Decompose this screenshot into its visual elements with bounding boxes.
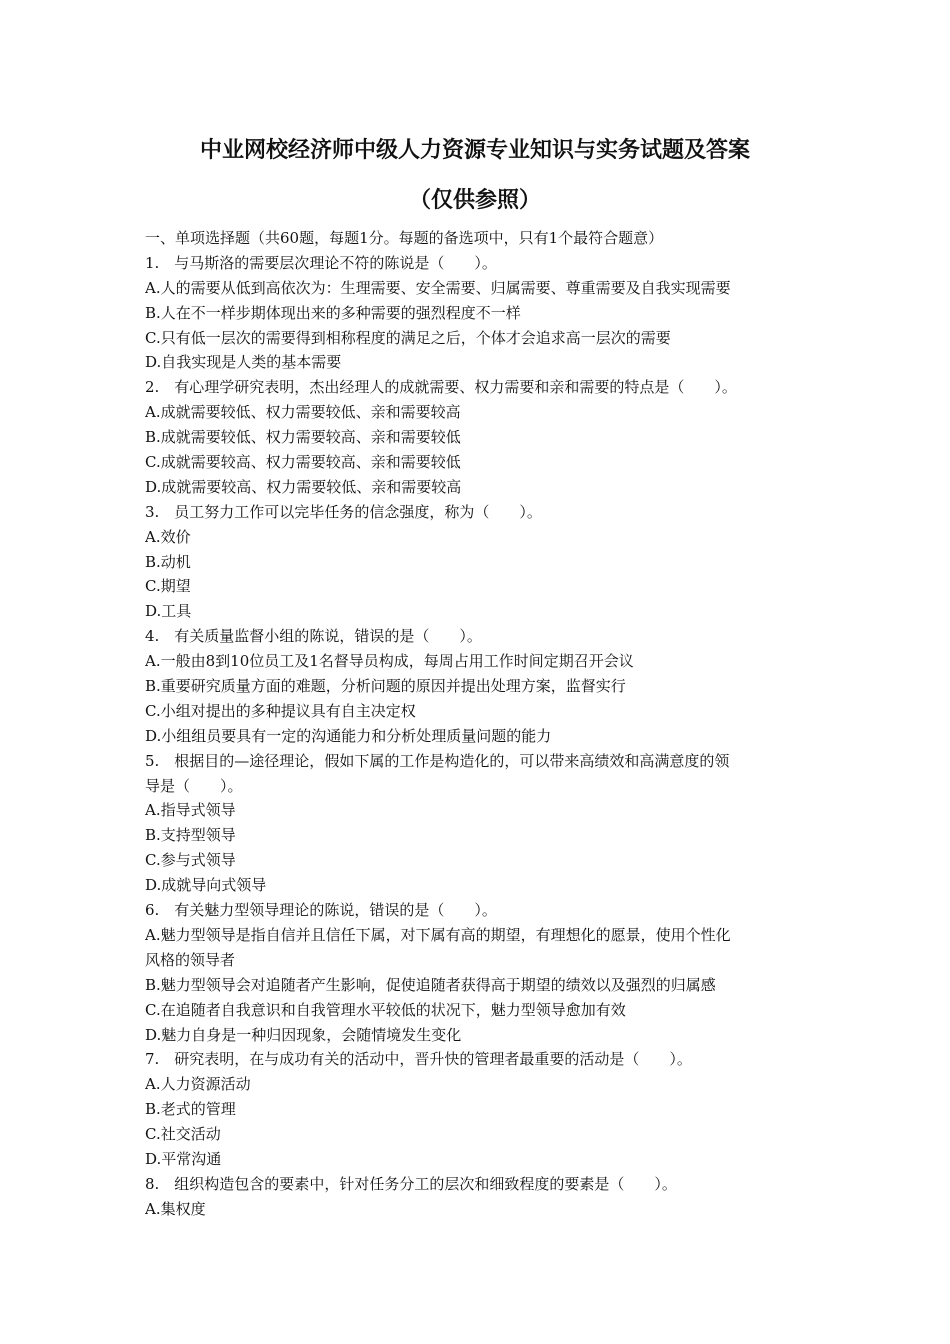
text-line: A.成就需要较低、权力需要较低、亲和需要较高 (145, 403, 461, 422)
text-line: A.一般由8到10位员工及1名督导员构成，每周占用工作时间定期召开会议 (145, 652, 634, 671)
document-body (145, 226, 815, 1222)
text-line: B.人在不一样步期体现出来的多种需要的强烈程度不一样 (145, 303, 521, 322)
text-line: 3. 员工努力工作可以完毕任务的信念强度，称为（ ）。 (145, 502, 542, 521)
text-line: A.指导式领导 (145, 801, 236, 820)
text-line: C.参与式领导 (145, 851, 236, 870)
text-line: C.小组对提出的多种提议具有自主决定权 (145, 701, 416, 720)
text-line: D.工具 (145, 602, 192, 621)
text-line: 8. 组织构造包含的要素中，针对任务分工的层次和细致程度的要素是（ ）。 (145, 1174, 677, 1193)
text-line: D.魅力自身是一种归因现象，会随情境发生变化 (145, 1025, 462, 1044)
text-line: A.人力资源活动 (145, 1075, 251, 1094)
text-line: 6. 有关魅力型领导理论的陈说，错误的是（ ）。 (145, 901, 497, 920)
text-line: D.成就导向式领导 (145, 876, 267, 895)
text-line: C.只有低一层次的需要得到相称程度的满足之后，个体才会追求高一层次的需要 (145, 328, 671, 347)
text-line: 5. 根据目的—途径理论，假如下属的工作是构造化的，可以带来高绩效和高满意度的领 (145, 751, 730, 770)
text-line: C.期望 (145, 577, 191, 596)
text-line: B.动机 (145, 552, 191, 571)
text-line: A.魅力型领导是指自信并且信任下属，对下属有高的期望，有理想化的愿景，使用个性化 (145, 925, 731, 944)
text-line: B.成就需要较低、权力需要较高、亲和需要较低 (145, 428, 461, 447)
text-line: 4. 有关质量监督小组的陈说，错误的是（ ）。 (145, 627, 482, 646)
text-line: 7. 研究表明，在与成功有关的活动中，晋升快的管理者最重要的活动是（ ）。 (145, 1050, 692, 1069)
text-line: A.集权度 (145, 1199, 206, 1218)
text-line: B.支持型领导 (145, 826, 236, 845)
text-line: C.在追随者自我意识和自我管理水平较低的状况下，魅力型领导愈加有效 (145, 1000, 626, 1019)
text-line: A.效价 (145, 527, 191, 546)
text-line: D.自我实现是人类的基本需要 (145, 353, 342, 372)
text-line: 一、单项选择题（共60题，每题1分。每题的备选项中，只有1个最符合题意） (145, 229, 664, 247)
text-line: 导是（ ）。 (145, 776, 243, 795)
document-title: 中业网校经济师中级人力资源专业知识与实务试题及答案 (199, 138, 750, 163)
text-line: B.魅力型领导会对追随者产生影响，促使追随者获得高于期望的绩效以及强烈的归属感 (145, 975, 716, 994)
text-line: B.重要研究质量方面的难题，分析问题的原因并提出处理方案，监督实行 (145, 677, 626, 696)
text-line: D.小组组员要具有一定的沟通能力和分析处理质量问题的能力 (145, 726, 552, 745)
text-line: C.成就需要较高、权力需要较高、亲和需要较低 (145, 453, 461, 472)
text-line: B.老式的管理 (145, 1100, 236, 1119)
text-line: 1. 与马斯洛的需要层次理论不符的陈说是（ ）。 (145, 253, 497, 272)
text-line: D.成就需要较高、权力需要较低、亲和需要较高 (145, 477, 462, 496)
text-line: 风格的领导者 (145, 950, 236, 969)
text-line: C.社交活动 (145, 1125, 221, 1144)
text-line: D.平常沟通 (145, 1149, 222, 1168)
text-line: 2. 有心理学研究表明，杰出经理人的成就需要、权力需要和亲和需要的特点是（ ）。 (145, 378, 737, 397)
document-subtitle: （仅供参照） (408, 188, 541, 213)
text-line: A.人的需要从低到高依次为：生理需要、安全需要、归属需要、尊重需要及自我实现需要 (145, 278, 731, 297)
